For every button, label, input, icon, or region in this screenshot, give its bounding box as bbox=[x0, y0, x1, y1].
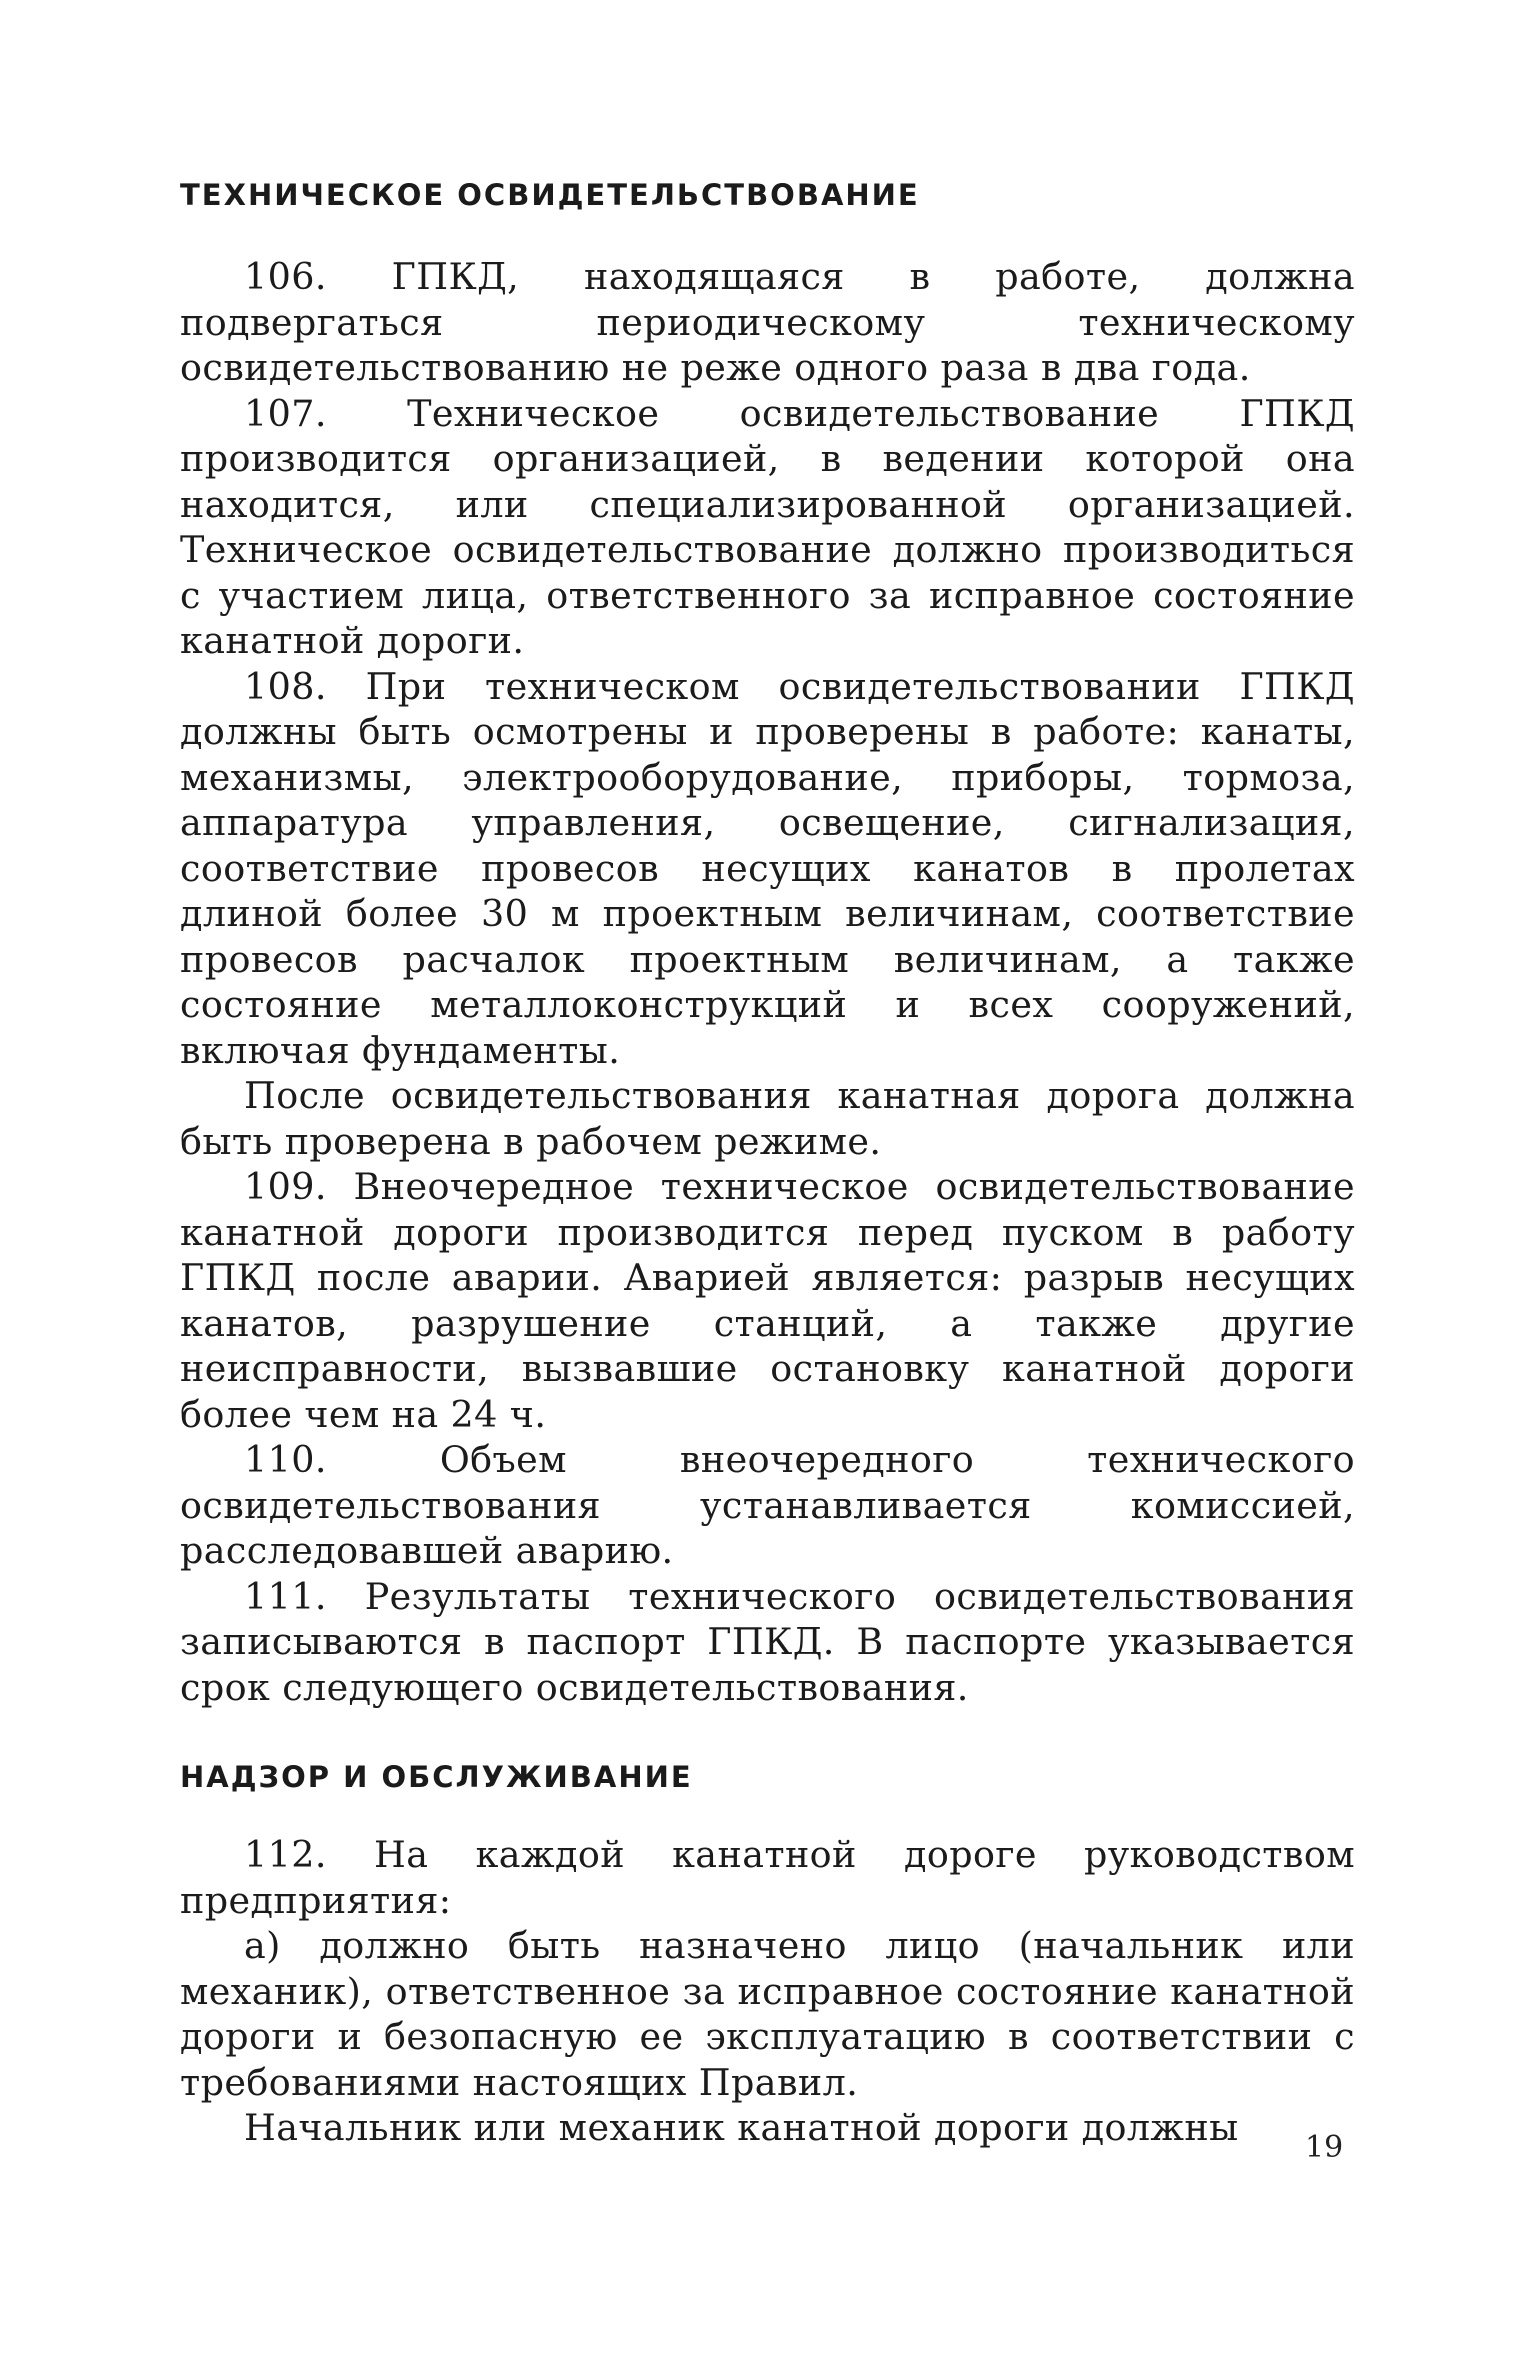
paragraph-108: 108. При техническом освидетельствовании ГПКД должны быть осмотрены и проверены в работе: канаты, механизмы, электрооборудование, приборы, тормоза, аппаратура управления, освещение, сигнализация, соответствие провесов несущих канатов в пролетах длиной более 30 м проектным величинам, соответствие провесов расчалок проектным величинам, а также состояние металлоконструкций и всех сооружений, включая фундаменты. bbox=[180, 664, 1355, 1072]
paragraph-112-a: а) должно быть назначено лицо (начальник или механик), ответственное за исправное состояние канатной дороги и безопасную ее эксплуатацию в соответствии с требованиями настоящих Правил. bbox=[180, 1924, 1355, 2104]
paragraph-106: 106. ГПКД, находящаяся в работе, должна подвергаться периодическому техническому освидетельствованию не реже одного раза в два года. bbox=[180, 255, 1355, 389]
section-heading-technical-inspection: ТЕХНИЧЕСКОЕ ОСВИДЕТЕЛЬСТВОВАНИЕ bbox=[180, 178, 920, 212]
section-heading-supervision: НАДЗОР И ОБСЛУЖИВАНИЕ bbox=[180, 1760, 693, 1794]
paragraph-107: 107. Техническое освидетельствование ГПКД производится организацией, в ведении которой она находится, или специализированной организацией. Техническое освидетельствование должно производиться с участием лица, ответственного за исправное состояние канатной дороги. bbox=[180, 391, 1355, 662]
paragraph-after-inspection: После освидетельствования канатная дорога должна быть проверена в рабочем режиме. bbox=[180, 1074, 1355, 1163]
page-number: 19 bbox=[1305, 2130, 1344, 2165]
paragraph-111: 111. Результаты технического освидетельствования записываются в паспорт ГПКД. В паспорте указывается срок следующего освидетельствования. bbox=[180, 1574, 1355, 1709]
page-content bbox=[180, 176, 1355, 2151]
paragraph-110: 110. Объем внеочередного технического освидетельствования устанавливается комиссией, расследовавшей аварию. bbox=[180, 1438, 1355, 1572]
paragraph-112: 112. На каждой канатной дороге руководством предприятия: bbox=[180, 1833, 1355, 1922]
paragraph-chief-mechanic: Начальник или механик канатной дороги должны bbox=[244, 2106, 1239, 2149]
paragraph-109: 109. Внеочередное техническое освидетельствование канатной дороги производится перед пуском в работу ГПКД после аварии. Аварией является: разрыв несущих канатов, разрушение станций, а также другие неисправности, вызвавшие остановку канатной дороги более чем на 24 ч. bbox=[180, 1165, 1355, 1436]
